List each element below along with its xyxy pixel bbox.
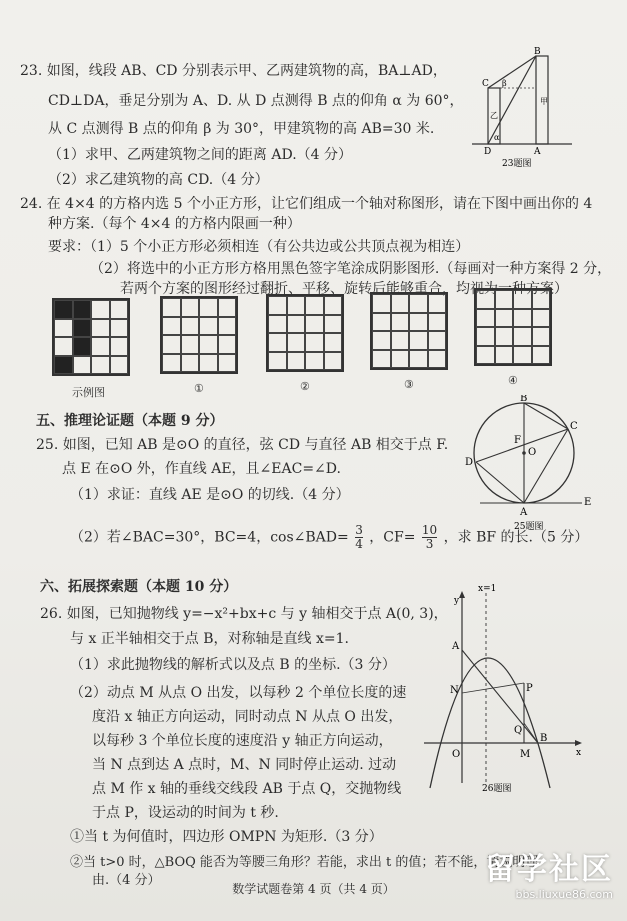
grid-cell[interactable] xyxy=(391,294,410,313)
grid-cell[interactable] xyxy=(287,352,306,371)
example-grid xyxy=(52,298,130,376)
page-footer: 数学试题卷第 4 页（共 4 页） xyxy=(232,882,395,896)
section-6-title: 六、拓展探索题（本题 10 分） xyxy=(40,579,238,595)
q24-line-3: 要求：（1）5 个小正方形必须相连（有公共边或公共顶点视为相连） xyxy=(48,239,470,255)
q25-line-1: 25. 如图，已知 AB 是⊙O 的直径，弦 CD 与直径 AB 相交于点 F. xyxy=(36,437,449,453)
grid-cell xyxy=(110,319,129,338)
grid-cell[interactable] xyxy=(532,346,551,365)
grid-cell xyxy=(54,300,73,319)
grid-cell[interactable] xyxy=(495,346,514,365)
grid-cell[interactable] xyxy=(372,350,391,369)
grid-cell[interactable] xyxy=(162,298,181,317)
grid-cell xyxy=(91,319,110,338)
q26-line-11: ②当 t>0 时，△BOQ 能否为等腰三角形？若能，求出 t 的值；若不能，请说明理 xyxy=(70,855,539,870)
grid-cell[interactable] xyxy=(532,327,551,346)
grid-cell[interactable] xyxy=(324,315,343,334)
grid-cell[interactable] xyxy=(391,313,410,332)
grid-cell[interactable] xyxy=(372,331,391,350)
q23-caption: 23题图 xyxy=(502,159,532,169)
grid-cell[interactable] xyxy=(287,296,306,315)
grid-cell[interactable] xyxy=(199,298,218,317)
grid-cell[interactable] xyxy=(287,333,306,352)
q26-label-Q: Q xyxy=(514,725,523,736)
answer-grid-3[interactable] xyxy=(370,292,448,370)
grid-cell xyxy=(110,356,129,375)
q23-label-D: D xyxy=(484,147,492,157)
grid-cell xyxy=(54,337,73,356)
q26-label-x: x xyxy=(576,748,582,758)
grid-cell xyxy=(73,356,92,375)
q25-label-A: A xyxy=(520,507,528,518)
grid-cell[interactable] xyxy=(513,327,532,346)
grid-cell[interactable] xyxy=(476,290,495,309)
grid-cell[interactable] xyxy=(495,290,514,309)
q25-line-4-a: （2）若∠BAC=30°，BC=4，cos∠BAD= xyxy=(70,529,349,546)
grid-cell[interactable] xyxy=(372,313,391,332)
q25-line-4-c: ，求 BF 的长.（5 分） xyxy=(443,529,589,546)
q25-label-D: D xyxy=(465,457,474,468)
q23-line-2: CD⊥DA，垂足分别为 A、D. 从 D 点测得 B 点的仰角 α 为 60°， xyxy=(48,93,464,109)
q23-label-yi: 乙 xyxy=(490,111,498,120)
grid-cell xyxy=(110,337,129,356)
grid-cell[interactable] xyxy=(268,315,287,334)
grid-label-1: ① xyxy=(194,382,204,395)
grid-cell[interactable] xyxy=(428,313,447,332)
site-watermark xyxy=(485,844,613,901)
grid-cell[interactable] xyxy=(532,309,551,328)
grid-cell[interactable] xyxy=(428,350,447,369)
grid-cell[interactable] xyxy=(305,296,324,315)
grid-cell[interactable] xyxy=(181,298,200,317)
grid-cell[interactable] xyxy=(181,317,200,336)
grid-label-4: ④ xyxy=(508,374,518,387)
q23-label-C: C xyxy=(482,79,489,89)
grid-cell[interactable] xyxy=(391,331,410,350)
q26-line-12: 由.（4 分） xyxy=(92,873,161,888)
watermark-url: bbs.liuxue86.com xyxy=(515,888,613,901)
grid-cell[interactable] xyxy=(218,298,237,317)
q23-line-4: （1）求甲、乙两建筑物之间的距离 AD.（4 分） xyxy=(48,147,352,163)
q25-frac1-num: 3 xyxy=(355,523,363,537)
section-5-title: 五、推理论证题（本题 9 分） xyxy=(36,413,224,429)
q25-label-B: B xyxy=(520,395,528,404)
grid-cell xyxy=(73,300,92,319)
q26-caption: 26题图 xyxy=(482,784,512,794)
q26-label-y: y xyxy=(454,596,460,606)
grid-cell[interactable] xyxy=(495,309,514,328)
grid-cell[interactable] xyxy=(305,352,324,371)
grid-cell[interactable] xyxy=(268,352,287,371)
grid-cell[interactable] xyxy=(268,333,287,352)
q26-label-axis: x=1 xyxy=(478,584,497,594)
grid-cell[interactable] xyxy=(513,309,532,328)
grid-cell xyxy=(73,337,92,356)
answer-grid-2[interactable] xyxy=(266,294,344,372)
grid-cell xyxy=(110,300,129,319)
grid-cell[interactable] xyxy=(287,315,306,334)
grid-cell[interactable] xyxy=(495,327,514,346)
grid-cell[interactable] xyxy=(532,290,551,309)
q23-line-5: （2）求乙建筑物的高 CD.（4 分） xyxy=(48,172,269,188)
grid-cell[interactable] xyxy=(162,317,181,336)
q23-line-1: 23. 如图，线段 AB、CD 分别表示甲、乙两建筑物的高，BA⊥AD， xyxy=(20,63,447,79)
q26-figure xyxy=(420,583,585,798)
q26-line-7: 当 N 点到达 A 点时，M、N 同时停止运动. 过动 xyxy=(92,757,397,773)
q25-frac2-num: 10 xyxy=(421,523,438,537)
q25-label-F: F xyxy=(514,435,521,446)
answer-grid-4[interactable] xyxy=(474,288,552,366)
q26-line-3: （1）求此抛物线的解析式以及点 B 的坐标.（3 分） xyxy=(70,657,396,673)
grid-label-2: ② xyxy=(300,380,310,393)
grid-cell[interactable] xyxy=(409,313,428,332)
grid-cell xyxy=(91,337,110,356)
grid-cell[interactable] xyxy=(218,317,237,336)
q23-label-A: A xyxy=(534,147,541,157)
q26-line-5: 度沿 x 轴正方向运动，同时动点 N 从点 O 出发， xyxy=(92,709,403,725)
grid-cell[interactable] xyxy=(513,346,532,365)
grid-cell[interactable] xyxy=(391,350,410,369)
q24-line-4: （2）将选中的小正方形方格用黑色签字笔涂成阴影图形.（每画对一种方案得 2 分， xyxy=(90,261,612,277)
q25-label-E: E xyxy=(584,497,592,508)
q25-frac2-den: 3 xyxy=(425,537,434,551)
q25-label-O: O xyxy=(528,447,537,458)
grid-cell[interactable] xyxy=(218,335,237,354)
q25-figure xyxy=(462,395,607,535)
grid-cell[interactable] xyxy=(162,335,181,354)
grid-cell xyxy=(91,300,110,319)
q26-label-P: P xyxy=(526,683,533,694)
grid-cell[interactable] xyxy=(199,317,218,336)
grid-cell[interactable] xyxy=(428,294,447,313)
q23-line-3: 从 C 点测得 B 点的仰角 β 为 30°，甲建筑物的高 AB=30 米. xyxy=(48,121,435,137)
grid-cell[interactable] xyxy=(305,333,324,352)
q23-figure xyxy=(468,46,580,170)
grid-label-3: ③ xyxy=(404,378,414,391)
q25-line-2: 点 E 在⊙O 外，作直线 AE，且∠EAC=∠D. xyxy=(62,461,341,477)
grid-cell xyxy=(73,319,92,338)
q23-label-jia: 甲 xyxy=(540,97,548,106)
q23-label-B: B xyxy=(534,47,541,57)
grid-cell[interactable] xyxy=(181,335,200,354)
q25-line-3: （1）求证：直线 AE 是⊙O 的切线.（4 分） xyxy=(70,487,350,503)
grid-cell xyxy=(54,356,73,375)
answer-grid-1[interactable] xyxy=(160,296,238,374)
q25-frac1-den: 4 xyxy=(355,537,363,551)
q23-label-alpha: α xyxy=(494,133,500,142)
grid-label-example: 示例图 xyxy=(72,386,105,399)
q26-label-B: B xyxy=(540,733,548,744)
grid-cell[interactable] xyxy=(305,315,324,334)
grid-cell[interactable] xyxy=(409,350,428,369)
grid-cell[interactable] xyxy=(199,354,218,373)
watermark-logo: 留学社区 xyxy=(485,852,613,887)
grid-cell[interactable] xyxy=(476,327,495,346)
q25-label-C: C xyxy=(570,421,578,432)
grid-cell[interactable] xyxy=(409,331,428,350)
grid-cell xyxy=(54,319,73,338)
grid-cell[interactable] xyxy=(476,309,495,328)
grid-cell[interactable] xyxy=(428,331,447,350)
q26-line-9: 于点 P，设运动的时间为 t 秒. xyxy=(92,805,279,821)
q26-label-A: A xyxy=(452,641,460,652)
q26-line-4: （2）动点 M 从点 O 出发，以每秒 2 个单位长度的速 xyxy=(70,685,407,701)
grid-cell[interactable] xyxy=(199,335,218,354)
grid-cell[interactable] xyxy=(324,352,343,371)
grid-cell[interactable] xyxy=(476,346,495,365)
q26-label-M: M xyxy=(520,749,531,760)
grid-cell[interactable] xyxy=(324,296,343,315)
grid-cell[interactable] xyxy=(372,294,391,313)
grid-cell[interactable] xyxy=(409,294,428,313)
grid-cell[interactable] xyxy=(324,333,343,352)
q26-label-O: O xyxy=(452,749,461,760)
q24-line-2: 种方案.（每个 4×4 的方格内限画一种） xyxy=(48,216,301,232)
grid-cell xyxy=(91,356,110,375)
q26-line-1: 26. 如图，已知抛物线 y=−x²+bx+c 与 y 轴相交于点 A(0, 3)， xyxy=(40,606,448,622)
q26-line-6: 以每秒 3 个单位长度的速度沿 y 轴正方向运动， xyxy=(92,733,393,749)
grid-cell[interactable] xyxy=(268,296,287,315)
q25-caption: 25题图 xyxy=(514,522,544,532)
grid-cell[interactable] xyxy=(181,354,200,373)
grid-cell[interactable] xyxy=(218,354,237,373)
grid-cell[interactable] xyxy=(162,354,181,373)
grid-cell[interactable] xyxy=(513,290,532,309)
q24-line-1: 24. 在 4×4 的方格内选 5 个小正方形，让它们组成一个轴对称图形，请在下图中画出你的 4 xyxy=(20,196,593,212)
q26-line-10: ①当 t 为何值时，四边形 OMPN 为矩形.（3 分） xyxy=(70,829,383,845)
q23-label-beta: β xyxy=(502,79,507,88)
q24-line-5: 若两个方案的图形经过翻折、平移、旋转后能够重合，均视为一种方案） xyxy=(120,281,568,297)
q25-line-4-b: ，CF= xyxy=(369,529,416,546)
q26-label-N: N xyxy=(450,685,459,696)
q26-line-2: 与 x 正半轴相交于点 B，对称轴是直线 x=1. xyxy=(70,631,349,647)
q26-line-8: 点 M 作 x 轴的垂线交线段 AB 于点 Q，交抛物线 xyxy=(92,781,402,797)
